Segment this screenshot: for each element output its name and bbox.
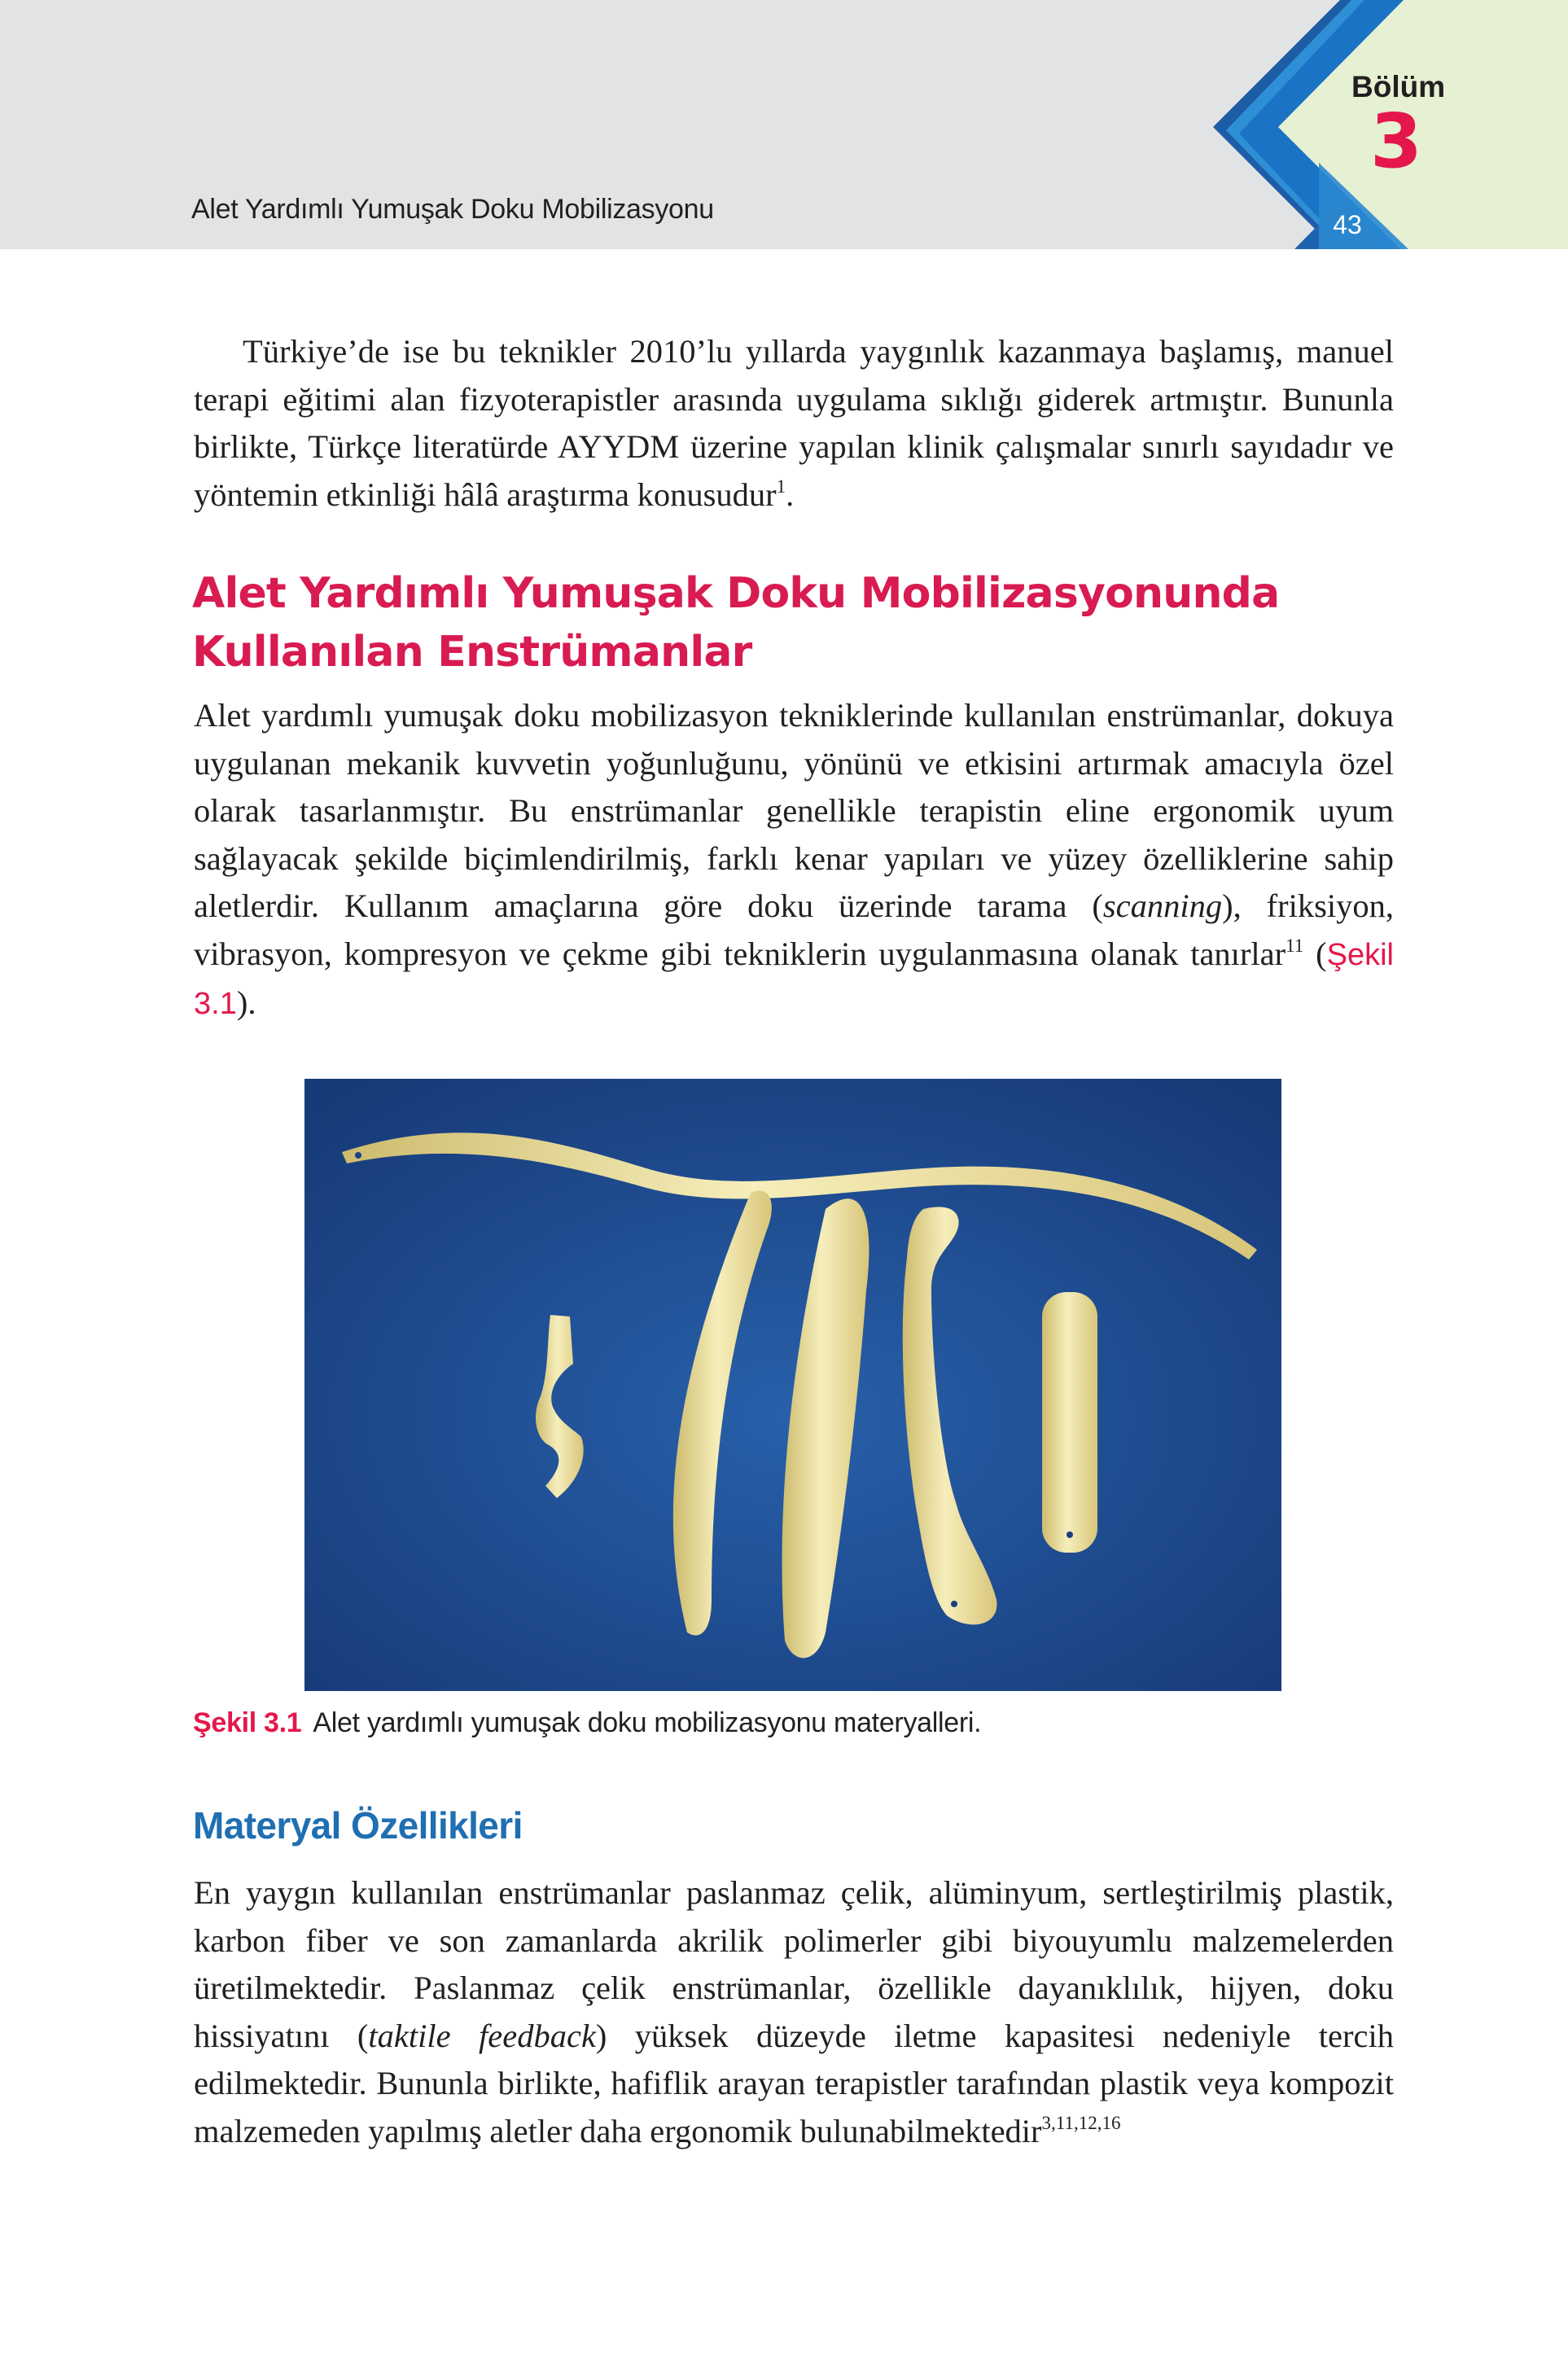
- figure-label: Şekil 3.1: [193, 1707, 302, 1738]
- intro-paragraph: [194, 328, 1394, 519]
- subsection-heading: Materyal Özellikleri: [193, 1804, 523, 1847]
- chapter-label: Bölüm: [1351, 70, 1446, 103]
- figure-caption-text: Alet yardımlı yumuşak doku mobilizasyonu materyalleri.: [313, 1707, 982, 1738]
- italic-term: taktile feedback: [368, 2017, 596, 2054]
- figure-ref-close: ).: [236, 984, 256, 1021]
- citation: 1: [776, 475, 786, 497]
- section-paragraph: [194, 692, 1394, 1027]
- page-number: 43: [1333, 210, 1362, 239]
- italic-term: scanning: [1102, 887, 1223, 925]
- subsection-text-1: En yaygın kullanılan enstrümanlar paslanmaz çelik, alüminyum, sertleştirilmiş plastik, karbon fiber ve son zamanlarda akrilik polimerler gibi biyouyumlu malzemelerden üretilmektedir. Paslanmaz çelik enstrümanlar, özellikle dayanıklılık, hijyen, doku hissiyatını (: [194, 1874, 1394, 2054]
- intro-end: .: [786, 475, 795, 513]
- figure-reference-link[interactable]: Şekil 3.1: [194, 937, 1394, 1021]
- subsection-text-2: ) yüksek düzeyde iletme kapasitesi nedeniyle tercih edilmektedir. Bununla birlikte, hafiflik arayan terapistler tarafından plastik veya kompozit malzemeden yapılmış aletler daha ergonomik bulunabilmektedir: [194, 2017, 1394, 2149]
- section-text-1: Alet yardımlı yumuşak doku mobilizasyon tekniklerinde kullanılan enstrümanlar, dokuya uygulanan mekanik kuvvetin yoğunluğunu, yönünü ve etkisini artırmak amacıyla özel olarak tasarlanmıştır. Bu enstrümanlar genellikle terapistin eline ergonomik uyum sağlayacak şekilde biçimlendirilmiş, farklı kenar yapıları ve yüzey özelliklerine sahip aletlerdir. Kullanım amaçlarına göre doku üzerinde tarama (: [194, 697, 1394, 925]
- citation: 11: [1285, 935, 1304, 956]
- intro-text: Türkiye’de ise bu teknikler 2010’lu yıllarda yaygınlık kazanmaya başlamış, manuel terapi eğitimi alan fizyoterapistler arasında uygulama sıklığı giderek artmıştır. Bununla birlikte, Türkçe literatürde AYYDM üzerine yapılan klinik çalışmalar sınırlı sayıdadır ve yöntemin etkinliği hâlâ araştırma konusudur: [194, 333, 1394, 513]
- stainless-steel-instruments-photo: [304, 1079, 1281, 1691]
- running-title: Alet Yardımlı Yumuşak Doku Mobilizasyonu: [191, 194, 714, 225]
- section-heading: Alet Yardımlı Yumuşak Doku Mobilizasyonunda Kullanılan Enstrümanlar: [192, 569, 1280, 677]
- subsection-paragraph: [194, 1869, 1394, 2156]
- section-text-2: ), friksiyon, vibrasyon, kompresyon ve çekme gibi tekniklerin uygulanmasına olanak tanırlar: [194, 887, 1394, 972]
- citation: 3,11,12,16: [1041, 2112, 1121, 2133]
- figure-ref-open: (: [1303, 935, 1327, 972]
- chapter-number: 3: [1369, 98, 1422, 185]
- figure-caption: [193, 1707, 981, 1739]
